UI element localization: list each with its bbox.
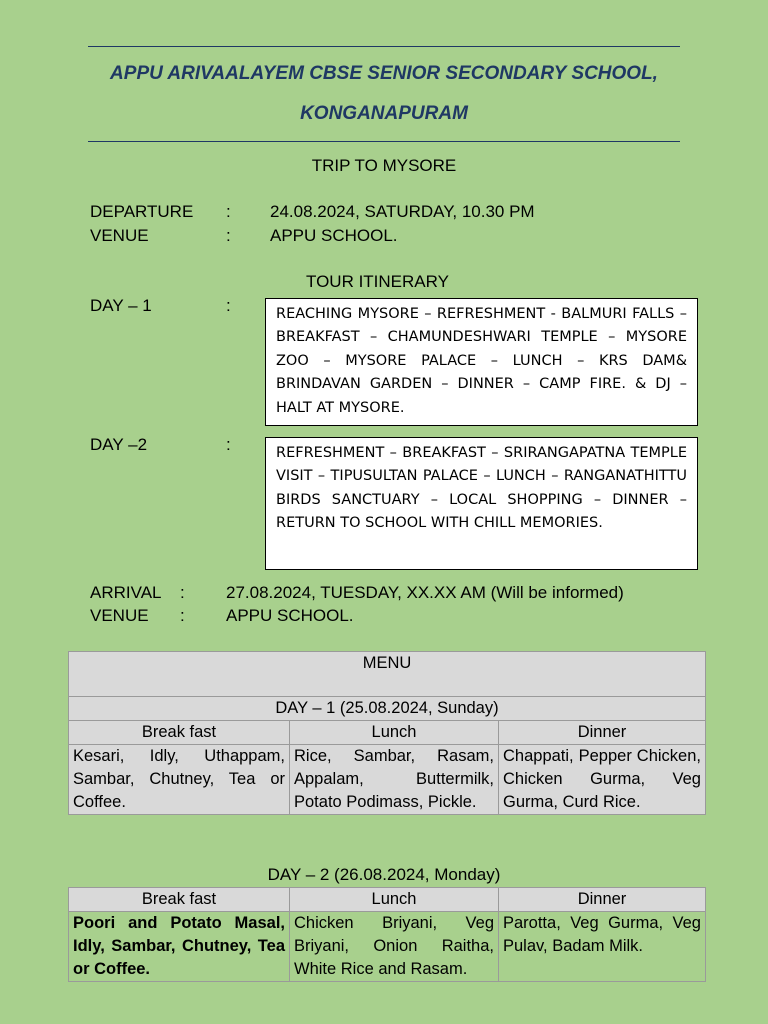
menu-table-day2	[68, 887, 706, 982]
day1-sep: :	[226, 296, 231, 315]
menu-day2-heading: DAY – 2 (26.08.2024, Monday)	[267, 865, 501, 884]
arrival-venue-value: APPU SCHOOL.	[226, 606, 354, 625]
day2-itinerary-box: REFRESHMENT – BREAKFAST – SRIRANGAPATNA TEMPLE VISIT – TIPUSULTAN PALACE – LUNCH – RANGANATHITTU BIRDS SANCTUARY – LOCAL SHOPPING – DINNER – RETURN TO SCHOOL WITH CHILL MEMORIES.	[265, 437, 698, 570]
col-dinner: Dinner	[499, 721, 706, 745]
departure-venue-label: VENUE	[90, 226, 149, 245]
col-dinner-day2: Dinner	[499, 888, 706, 912]
col-breakfast: Break fast	[69, 721, 290, 745]
day2-dinner-cell: Parotta, Veg Gurma, Veg Pulav, Badam Milk.	[499, 912, 706, 982]
departure-venue-value: APPU SCHOOL.	[270, 226, 398, 245]
header-top-rule	[88, 46, 680, 47]
departure-sep: :	[226, 202, 231, 221]
menu-table-day1	[68, 651, 706, 815]
menu-title: MENU	[69, 652, 706, 697]
school-name-line2: KONGANAPURAM	[300, 103, 468, 124]
col-lunch: Lunch	[290, 721, 499, 745]
day1-dinner-cell: Chappati, Pepper Chicken, Chicken Gurma, Veg Gurma, Curd Rice.	[499, 745, 706, 815]
departure-value: 24.08.2024, SATURDAY, 10.30 PM	[270, 202, 535, 221]
day2-lunch-cell: Chicken Briyani, Veg Briyani, Onion Raitha, White Rice and Rasam.	[290, 912, 499, 982]
departure-label: DEPARTURE	[90, 202, 194, 221]
day1-itinerary-box: REACHING MYSORE – REFRESHMENT - BALMURI FALLS – BREAKFAST – CHAMUNDESHWARI TEMPLE – MYSORE ZOO – MYSORE PALACE – LUNCH – KRS DAM& BRINDAVAN GARDEN – DINNER – CAMP FIRE. & DJ – HALT AT MYSORE.	[265, 298, 698, 426]
trip-title: TRIP TO MYSORE	[311, 156, 457, 175]
arrival-venue-sep: :	[180, 606, 185, 625]
day1-label: DAY – 1	[90, 296, 152, 315]
day2-label: DAY –2	[90, 435, 148, 454]
day1-breakfast-cell: Kesari, Idly, Uthappam, Sambar, Chutney, Tea or Coffee.	[69, 745, 290, 815]
arrival-value: 27.08.2024, TUESDAY, XX.XX AM (Will be informed)	[226, 583, 624, 602]
itinerary-title: TOUR ITINERARY	[306, 272, 449, 291]
day1-lunch-cell: Rice, Sambar, Rasam, Appalam, Buttermilk, Potato Podimass, Pickle.	[290, 745, 499, 815]
day2-sep: :	[226, 435, 231, 454]
day2-breakfast-cell: Poori and Potato Masal, Idly, Sambar, Chutney, Tea or Coffee.	[69, 912, 290, 982]
menu-day1-heading: DAY – 1 (25.08.2024, Sunday)	[69, 697, 706, 721]
school-name-line1: APPU ARIVAALAYEM CBSE SENIOR SECONDARY SCHOOL,	[110, 63, 658, 84]
arrival-venue-label: VENUE	[90, 606, 149, 625]
departure-venue-sep: :	[226, 226, 231, 245]
arrival-sep: :	[180, 583, 185, 602]
col-breakfast-day2: Break fast	[69, 888, 290, 912]
header-bottom-rule	[88, 141, 680, 142]
arrival-label: ARRIVAL	[90, 583, 162, 602]
col-lunch-day2: Lunch	[290, 888, 499, 912]
